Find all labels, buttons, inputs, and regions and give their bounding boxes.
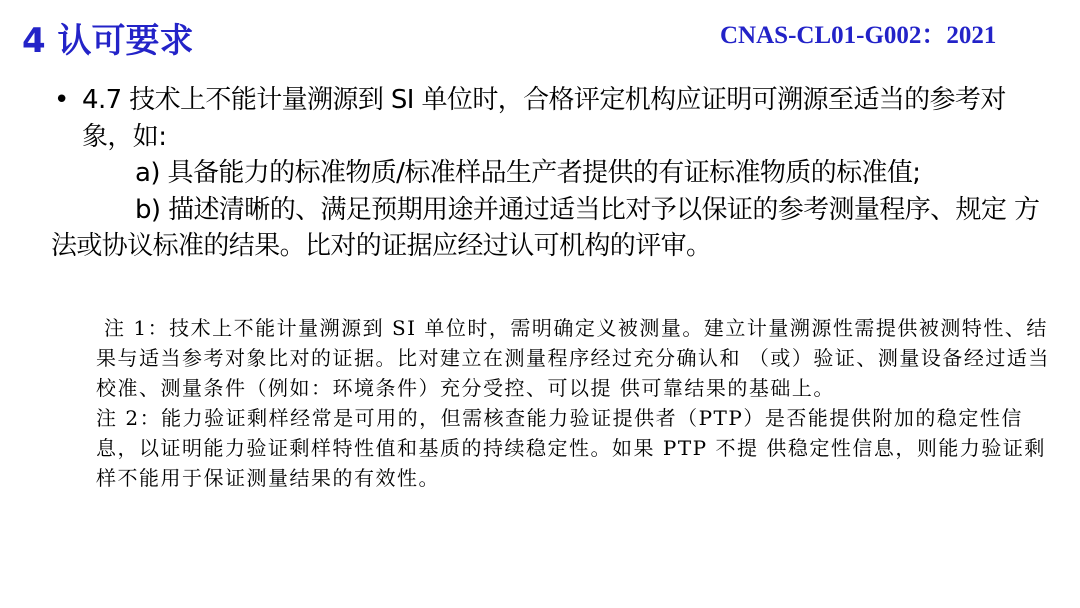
document-code: CNAS-CL01-G002：2021 xyxy=(720,22,997,49)
item-a: a) 具备能力的标准物质/标准样品生产者提供的有证标准物质的标准值; xyxy=(135,158,921,188)
clause-4-7-text: 4.7 技术上不能计量溯源到 SI 单位时，合格评定机构应证明可溯源至适当的参考对 象，如: xyxy=(82,85,1006,152)
clause-4-7 xyxy=(51,82,1041,155)
note-1: 注 1：技术上不能计量溯源到 SI 单位时，需明确定义被测量。建立计量溯源性需提供被测特性、结果与适当参考对象比对的证据。比对建立在测量程序经过充分确认和 （或）验证、测量设备经过适当校准、测量条件（例如：环境条件）充分受控、可以提 供可靠结果的基础上。 xyxy=(96,316,1050,400)
requirement-body xyxy=(51,82,1041,265)
bullet-icon: • xyxy=(54,85,69,115)
slide-title: 4 认可要求 xyxy=(22,21,194,61)
note-2: 注 2：能力验证剩样经常是可用的，但需核查能力验证提供者（PTP）是否能提供附加的稳定性信息，以证明能力验证剩样特性值和基质的持续稳定性。如果 PTP 不提 供稳定性信息，则能力验证剩样不能用于保证测量结果的有效性。 xyxy=(96,406,1046,490)
item-b: b) 描述清晰的、满足预期用途并通过适当比对予以保证的参考测量程序、规定 方法或协议标准的结果。比对的证据应经过认可机构的评审。 xyxy=(51,194,1040,261)
notes-block xyxy=(96,313,1052,493)
